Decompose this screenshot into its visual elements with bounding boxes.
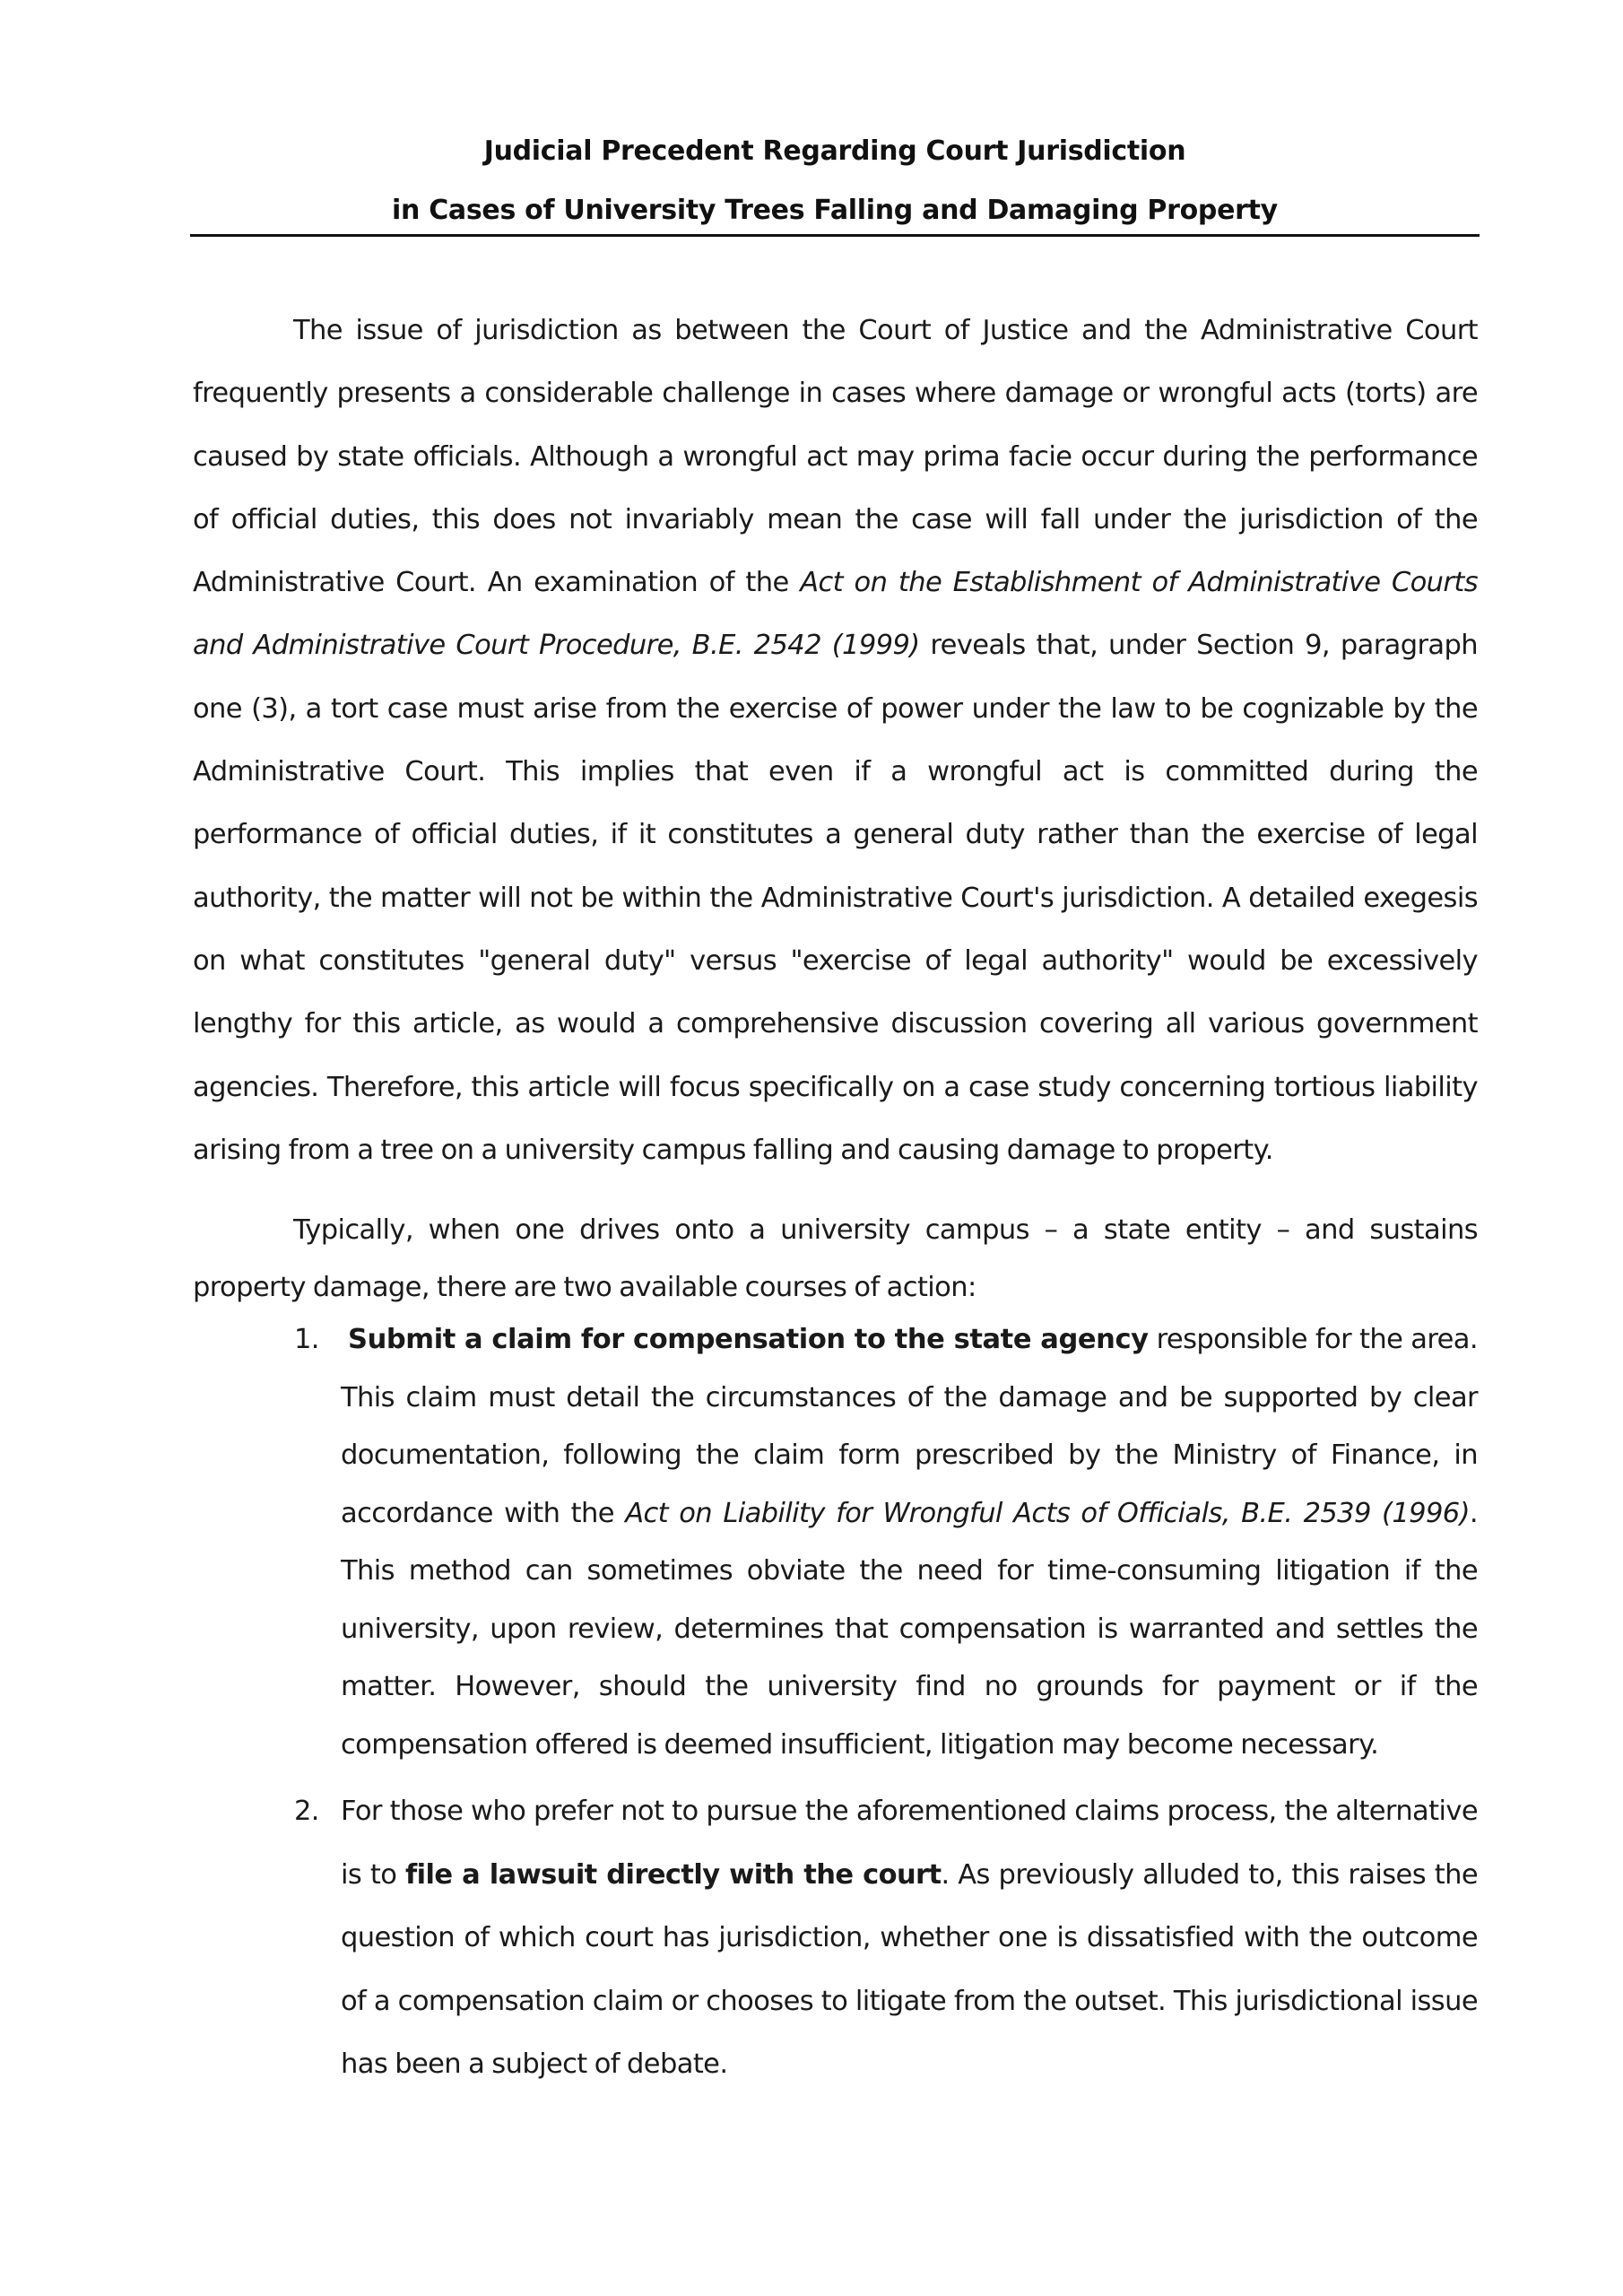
title-line-2: in Cases of University Trees Falling and Damaging Property (392, 195, 1278, 226)
list-item-text-part2: . As previously alluded to, this raises the question of which court has jurisdiction, whether one is dissatisfied with the outcome of a compensation claim or chooses to litigate from the outset. This jurisdictional issue has been a subject of debate. (341, 1858, 1478, 2080)
paragraph-1-text-part2: reveals that, under Section 9, paragraph one (3), a tort case must arise from the exercise of power under the law to be cognizable by the Administrative Court. This implies that even if a wrongful act is committed during the performance of official duties, if it constitutes a general duty rather than the exercise of legal authority, the matter will not be within the Administrative Court's jurisdiction. A detailed exegesis on what constitutes "general duty" versus "exercise of legal authority" would be excessively lengthy for this article, as would a comprehensive discussion covering all various government agencies. Therefore, this article will focus specifically on a case study concerning tortious liability arising from a tree on a university campus falling and causing damage to property. (193, 630, 1479, 1166)
paragraph-courses-of-action (193, 1202, 1478, 1317)
cited-act-liability-wrongful-acts: Act on Liability for Wrongful Acts of Officials, B.E. 2539 (1996) (625, 1497, 1470, 1529)
list-item (193, 1780, 1478, 2097)
list-item-bold-phrase: file a lawsuit directly with the court (405, 1858, 942, 1891)
title-divider (190, 234, 1480, 237)
list-item-text (341, 1796, 1478, 2080)
list-item-text-part2: . This method can sometimes obviate the need for time-consuming litigation if the university, upon review, determines that compensation is warranted and settles the matter. However, should the university find no grounds for payment or if the compensation offered is deemed insufficient, litigation may become necessary. (341, 1497, 1478, 1761)
paragraph-2-text: Typically, when one drives onto a university campus – a state entity – and sustains property damage, there are two available courses of action: (193, 1214, 1478, 1303)
paragraph-1-text (193, 300, 1478, 1182)
paragraph-introduction (193, 300, 1478, 1182)
list-item-text-part1: For those who prefer not to pursue the aforementioned claims process, the alternative is to (341, 1796, 1478, 1891)
list-item-number: 1. (294, 1324, 319, 1355)
list-item (193, 1311, 1478, 1774)
title-line-1: Judicial Precedent Regarding Court Jurisdiction (483, 135, 1186, 167)
list-item-text (341, 1324, 1478, 1761)
cited-act-administrative-courts: Act on the Establishment of Administrative Courts and Administrative Court Procedure, B.E. 2542 (1999) (193, 567, 1478, 662)
paragraph-1-text-part1: The issue of jurisdiction as between the Court of Justice and the Administrative Court frequently presents a considerable challenge in cases where damage or wrongful acts (torts) are caused by state officials. Although a wrongful act may prima facie occur during the performance of official duties, this does not invariably mean the case will fall under the jurisdiction of the Administrative Court. An examination of the (193, 315, 1478, 599)
list-item-bold-lead: Submit a claim for compensation to the state agency (348, 1324, 1149, 1355)
document-title (190, 122, 1480, 240)
list-item-text-part1: responsible for the area. This claim must detail the circumstances of the damage and be supported by clear documentation, following the claim form prescribed by the Ministry of Finance, in accordance with the (341, 1324, 1478, 1529)
list-item-number: 2. (294, 1796, 319, 1827)
